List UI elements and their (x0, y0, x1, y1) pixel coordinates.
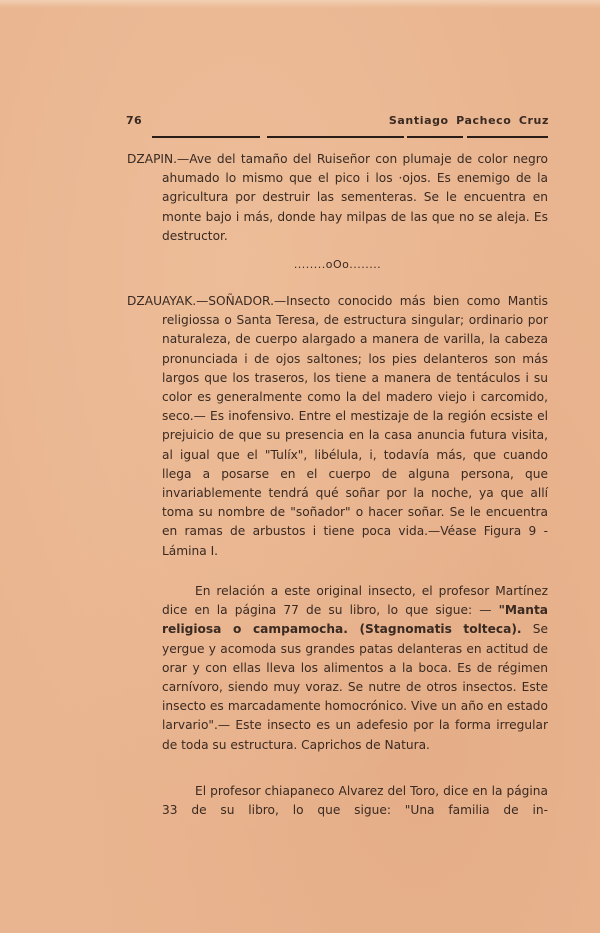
entry-paragraph (127, 150, 548, 246)
species-title: "Manta religiosa o campamocha. (Stagnomatis tolteca). (162, 603, 548, 637)
entry-dzapin (127, 150, 548, 246)
header-rule-segment (407, 136, 463, 138)
entry-term: DZAUAYAK. (127, 294, 197, 308)
entry-dzauayak (127, 292, 548, 561)
section-separator: ........oOo........ (293, 258, 382, 271)
entry-definition: —Ave del tamaño del Ruiseñor con plumaje de color negro ahumado lo mismo que el pico i los ·ojos. Es enemigo de la agricultura por destruir las sementeras. Se le encuentra en monte bajo i más, donde hay milpas de las que no se aleja. Es destructor. (162, 152, 548, 243)
paragraph-text: El profesor chiapaneco Alvarez del Toro, dice en la página 33 de su libro, lo que sigue: "Una familia de in- (162, 784, 548, 818)
paragraph-martinez (127, 582, 548, 755)
page-number: 76 (126, 114, 142, 127)
entry-definition: —SOÑADOR.—Insecto conocido más bien como Mantis religiossa o Santa Teresa, de estructura singular; ordinario por naturaleza, de cuerpo alargado a manera de varilla, la cabeza pronunciada i de ojos saltones; los pies delanteros son más largos que los traseros, los tiene a manera de tentáculos i su color es generalmente como la del madero viejo i carcomido, seco.— Es inofensivo. Entre el mestizaje de la región ecsiste el prejuicio de que su presencia en la casa anuncia futura visita, al igual que el "Tulíx", libélula, i, todavía más, que cuando llega a posarse en el cuerpo de alguna persona, que invariablemente tendrá qué soñar por la noche, ya que allí toma su nombre de "soñador" o hacer soñar. Se le encuentra en ramas de arbustos i tiene poca vida.—Véase Figura 9 - Lámina I. (162, 294, 548, 558)
paragraph-body: Se yergue y acomoda sus grandes patas delanteras en actitud de orar y con ellas lleva los alimentos a la boca. Es de régimen carnívoro, siendo muy voraz. Se nutre de otros insectos. Este insecto es marcadamente homocrónico. Vive un año en estado larvario".— Este insecto es un adefesio por la forma irregular de toda su estructura. Caprichos de Natura. (162, 622, 549, 752)
paragraph-intro: En relación a este original insecto, el profesor Martínez dice en la página 77 de su libro, lo que sigue: — (162, 584, 548, 618)
entry-term: DZAPIN. (127, 152, 178, 166)
header-rule-segment (267, 136, 404, 138)
page-edge (0, 0, 600, 8)
running-header (125, 112, 549, 132)
paragraph-alvarez (127, 782, 548, 820)
running-title: Santiago Pacheco Cruz (388, 114, 549, 127)
entry-paragraph (127, 292, 548, 561)
quote-paragraph (162, 582, 548, 755)
header-rule-segment (467, 136, 548, 138)
header-rule-segment (152, 136, 260, 138)
